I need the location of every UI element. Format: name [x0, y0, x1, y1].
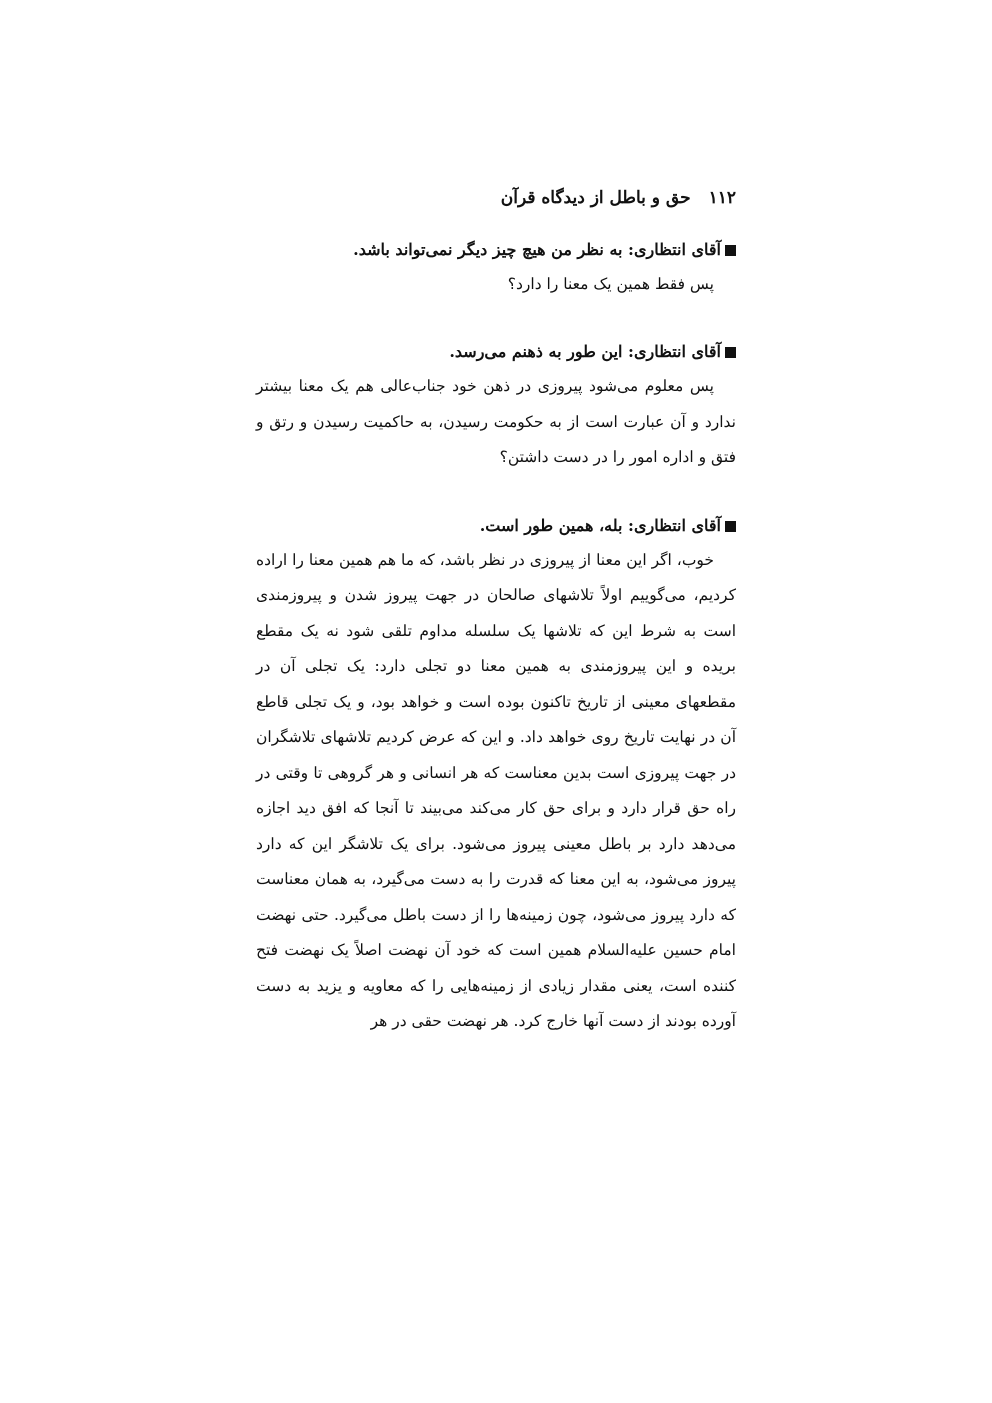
page-number: ۱۱۲ [708, 188, 736, 208]
book-page [256, 188, 736, 1040]
book-title: حق و باطل از دیدگاه قرآن [500, 188, 691, 208]
reply-text: آقای انتظاری: این طور به ذهنم می‌رسد. [449, 342, 721, 361]
running-header [256, 188, 736, 218]
interviewer-question-1: پس فقط همین یک معنا را دارد؟ [507, 275, 714, 293]
interviewee-reply-2 [256, 334, 736, 369]
square-bullet-icon [725, 521, 736, 532]
interviewee-reply-1 [256, 232, 736, 267]
interviewer-paragraph-3: خوب، اگر این معنا از پیروزی در نظر باشد، که ما هم همین معنا را اراده کردیم، می‌گوییم اولاً تلاشهای صالحان در جهت پیروز شدن و پیروزمندی است به شرط این که تلاشها یک سلسله مداوم تلقی شود نه یک مقطع بریده و این پیروزمندی به همین معنا دو تجلی دارد: یک تجلی آن در مقطعهای معینی از تاریخ تاکنون بوده است و خواهد بود، و یک تجلی قاطع آن در نهایت تاریخ روی خواهد داد. و این که عرض کردیم تلاشهای تلاشگران در جهت پیروزی است بدین معناست که هر انسانی و هر گروهی تا وقتی در راه حق قرار دارد و برای حق کار می‌کند می‌بیند تا آنجا که افق دید اجازه می‌دهد دارد بر باطل معینی پیروز می‌شود. برای یک تلاشگر این که دارد پیروز می‌شود، به این معنا که قدرت را به دست می‌گیرد، به همان معناست که دارد پیروز می‌شود، چون زمینه‌ها را از دست باطل می‌گیرد. حتی نهضت امام حسین علیه‌السلام همین است که خود آن نهضت اصلاً یک نهضت فتح کننده است، یعنی مقدار زیادی از زمینه‌هایی را که معاویه و یزید به دست آورده بودند از دست آنها خارج کرد. هر نهضت حقی در هر [256, 550, 736, 1030]
interviewer-paragraph-2: پس معلوم می‌شود پیروزی در ذهن خود جناب‌عالی هم یک معنا بیشتر ندارد و آن عبارت است از به حکومت رسیدن، به حاکمیت رسیدن و رتق و فتق و اداره امور را در دست داشتن؟ [256, 377, 736, 466]
square-bullet-icon [725, 245, 736, 256]
interviewee-reply-3 [256, 508, 736, 543]
square-bullet-icon [725, 347, 736, 358]
reply-text: آقای انتظاری: بله، همین طور است. [479, 515, 721, 535]
reply-text: آقای انتظاری: به نظر من هیچ چیز دیگر نمی‌تواند باشد. [353, 240, 721, 259]
